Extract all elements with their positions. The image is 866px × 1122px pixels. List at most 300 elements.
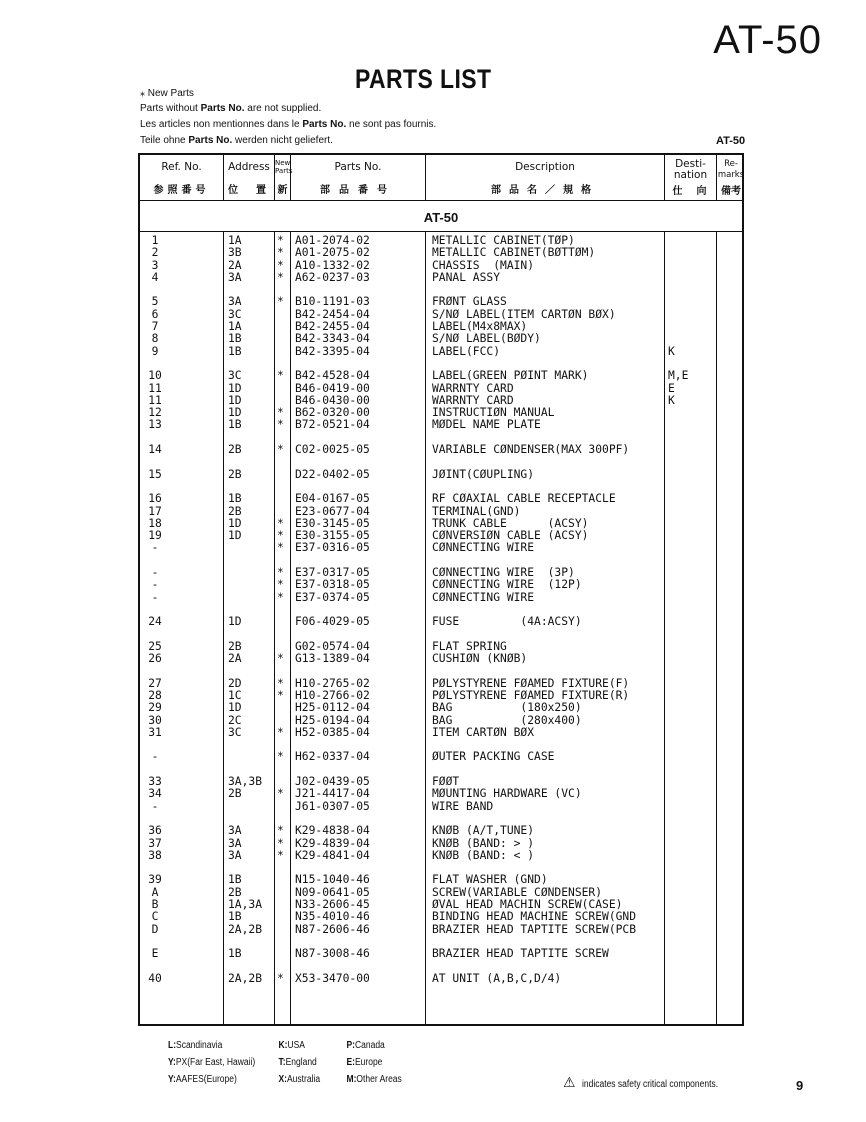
new-part-mark: * bbox=[277, 652, 284, 666]
header-description-jp: 部品名／規格 bbox=[491, 185, 599, 196]
address: 1B bbox=[228, 418, 242, 432]
part-number: H10-2766-02 bbox=[295, 688, 370, 702]
part-number: N33-2606-45 bbox=[295, 898, 370, 912]
description: AT UNIT (A,B,C,D/4) bbox=[432, 971, 562, 985]
ref-no: 17 bbox=[148, 504, 162, 518]
new-part-mark: * bbox=[277, 418, 284, 432]
address: 3A bbox=[228, 848, 242, 862]
part-number: J61-0307-05 bbox=[295, 799, 370, 813]
ref-no: 13 bbox=[148, 418, 162, 432]
address: 2A bbox=[228, 652, 242, 666]
part-number: E30-3145-05 bbox=[295, 516, 370, 530]
part-number: A01-2075-02 bbox=[295, 246, 370, 260]
address: 2D bbox=[228, 676, 242, 690]
ref-no: 34 bbox=[148, 787, 162, 801]
ref-no: 10 bbox=[148, 369, 162, 383]
legend-item bbox=[279, 1057, 317, 1068]
part-number: K29-4839-04 bbox=[295, 836, 370, 850]
address: 2B bbox=[228, 504, 242, 518]
destination: M,E bbox=[668, 369, 689, 383]
table-row bbox=[140, 874, 742, 886]
ref-no: 14 bbox=[148, 443, 162, 457]
part-number: E37-0316-05 bbox=[295, 541, 370, 555]
part-number: X53-3470-00 bbox=[295, 971, 370, 985]
address: 2B bbox=[228, 885, 242, 899]
address: 2A,2B bbox=[228, 922, 263, 936]
part-number: B42-4528-04 bbox=[295, 369, 370, 383]
part-number: B42-3343-04 bbox=[295, 332, 370, 346]
address: 1C bbox=[228, 688, 242, 702]
row-group bbox=[140, 641, 742, 666]
row-group bbox=[140, 948, 742, 960]
description: CØNNECTING WIRE (3P) bbox=[432, 566, 575, 580]
legend-code: E: bbox=[346, 1057, 355, 1068]
new-part-mark: * bbox=[277, 369, 284, 383]
part-number: H52-0385-04 bbox=[295, 725, 370, 739]
new-part-mark: * bbox=[277, 590, 284, 604]
legend-item bbox=[347, 1074, 402, 1085]
description: FLAT WASHER (GND) bbox=[432, 873, 548, 887]
row-group bbox=[140, 296, 742, 357]
table-row bbox=[140, 333, 742, 345]
ref-no: B bbox=[151, 898, 159, 912]
parts-table bbox=[138, 153, 744, 1026]
description: FLAT SPRING bbox=[432, 639, 507, 653]
description: WIRE BAND bbox=[432, 799, 494, 813]
part-number: E37-0318-05 bbox=[295, 578, 370, 592]
address: 1A bbox=[228, 320, 242, 334]
ref-no: 37 bbox=[148, 836, 162, 850]
description: BINDING HEAD MACHINE SCREW(GND bbox=[432, 910, 637, 924]
ref-no: D bbox=[151, 922, 159, 936]
description: MØUNTING HARDWARE (VC) bbox=[432, 787, 582, 801]
row-group bbox=[140, 235, 742, 284]
ref-no: 7 bbox=[151, 320, 159, 334]
ref-no: 27 bbox=[148, 676, 162, 690]
legend-code: P: bbox=[346, 1040, 355, 1051]
description: CØNVERSIØN CABLE (ACSY) bbox=[432, 529, 589, 543]
row-group bbox=[140, 469, 742, 481]
legend-code: Y: bbox=[168, 1074, 176, 1085]
note-text: are not supplied. bbox=[244, 103, 322, 114]
ref-no: 6 bbox=[151, 307, 159, 321]
address: 1D bbox=[228, 406, 242, 420]
legend-item bbox=[279, 1040, 305, 1051]
table-row bbox=[140, 579, 742, 591]
new-part-mark: * bbox=[277, 406, 284, 420]
part-number: J21-4417-04 bbox=[295, 787, 370, 801]
ref-no: - bbox=[151, 799, 159, 813]
legend-item bbox=[347, 1057, 383, 1068]
new-part-mark: * bbox=[277, 443, 284, 457]
legend-code: L: bbox=[168, 1040, 177, 1051]
row-group bbox=[140, 751, 742, 763]
note-english bbox=[140, 103, 321, 114]
description: METALLIC CABINET(BØTTØM) bbox=[432, 246, 596, 260]
new-part-mark: * bbox=[277, 516, 284, 530]
ref-no: - bbox=[151, 541, 159, 555]
description: KNØB (BAND: < ) bbox=[432, 848, 535, 862]
header-parts-no-jp: 部品番号 bbox=[320, 185, 396, 196]
new-part-mark: * bbox=[277, 258, 284, 272]
part-number: J02-0439-05 bbox=[295, 775, 370, 789]
legend-item bbox=[168, 1040, 222, 1051]
part-number: E37-0317-05 bbox=[295, 566, 370, 580]
description: FØØT bbox=[432, 775, 460, 789]
part-number: E37-0374-05 bbox=[295, 590, 370, 604]
ref-no: C bbox=[151, 910, 159, 924]
ref-no: - bbox=[151, 578, 159, 592]
description: ØUTER PACKING CASE bbox=[432, 750, 555, 764]
part-number: B10-1191-03 bbox=[295, 295, 370, 309]
description: INSTRUCTIØN MANUAL bbox=[432, 406, 555, 420]
row-group bbox=[140, 616, 742, 628]
part-number: B42-2454-04 bbox=[295, 307, 370, 321]
part-number: A62-0237-03 bbox=[295, 270, 370, 284]
address: 1D bbox=[228, 516, 242, 530]
destination: K bbox=[668, 393, 675, 407]
part-number: B46-0419-00 bbox=[295, 381, 370, 395]
description: FRØNT GLASS bbox=[432, 295, 507, 309]
address: 1B bbox=[228, 332, 242, 346]
legend-code: T: bbox=[278, 1057, 286, 1068]
new-part-mark: * bbox=[277, 688, 284, 702]
address: 3A bbox=[228, 295, 242, 309]
description: METALLIC CABINET(TØP) bbox=[432, 234, 575, 247]
header-address-jp: 位 置 bbox=[228, 185, 270, 196]
address: 3A bbox=[228, 270, 242, 284]
address: 1D bbox=[228, 529, 242, 543]
part-number: N09-0641-05 bbox=[295, 885, 370, 899]
address: 1B bbox=[228, 492, 242, 506]
note-text: ne sont pas fournis. bbox=[346, 119, 437, 130]
ref-no: 29 bbox=[148, 701, 162, 715]
table-row bbox=[140, 911, 742, 923]
ref-no: 8 bbox=[151, 332, 159, 346]
legend-code: Y: bbox=[168, 1057, 176, 1068]
legend-code: M: bbox=[346, 1074, 357, 1085]
table-row bbox=[140, 702, 742, 714]
address: 1B bbox=[228, 947, 242, 961]
ref-no: E bbox=[151, 947, 159, 961]
table-row bbox=[140, 616, 742, 628]
description: TRUNK CABLE (ACSY) bbox=[432, 516, 589, 530]
ref-no: 31 bbox=[148, 725, 162, 739]
part-number: B42-3395-04 bbox=[295, 344, 370, 358]
ref-no: 38 bbox=[148, 848, 162, 862]
description: WARRNTY CARD bbox=[432, 393, 514, 407]
header-destination: Desti- nation bbox=[673, 158, 708, 181]
ref-no: 3 bbox=[151, 258, 159, 272]
table-row bbox=[140, 850, 742, 862]
address: 1A bbox=[228, 234, 242, 247]
address: 3A bbox=[228, 836, 242, 850]
description: CHASSIS (MAIN) bbox=[432, 258, 535, 272]
new-part-mark: * bbox=[277, 566, 284, 580]
table-row bbox=[140, 346, 742, 358]
description: KNØB (BAND: > ) bbox=[432, 836, 535, 850]
part-number: H10-2765-02 bbox=[295, 676, 370, 690]
table-row bbox=[140, 383, 742, 395]
part-number: E30-3155-05 bbox=[295, 529, 370, 543]
legend-name: England bbox=[285, 1057, 317, 1068]
new-part-mark: * bbox=[277, 725, 284, 739]
description: KNØB (A/T,TUNE) bbox=[432, 824, 535, 838]
address: 1B bbox=[228, 344, 242, 358]
legend-name: Australia bbox=[287, 1074, 321, 1085]
ref-no: 18 bbox=[148, 516, 162, 530]
header-ref: Ref. No. bbox=[161, 161, 202, 173]
part-number: K29-4841-04 bbox=[295, 848, 370, 862]
legend-name: Canada bbox=[355, 1040, 385, 1051]
description: BAG (280x400) bbox=[432, 713, 582, 727]
description: LABEL(FCC) bbox=[432, 344, 501, 358]
part-number: N87-2606-46 bbox=[295, 922, 370, 936]
table-row bbox=[140, 825, 742, 837]
new-part-mark: * bbox=[277, 234, 284, 247]
note-german bbox=[140, 135, 333, 146]
address: 1A,3A bbox=[228, 898, 263, 912]
new-part-mark: * bbox=[277, 787, 284, 801]
description: CØNNECTING WIRE bbox=[432, 590, 535, 604]
legend-name: Europe bbox=[355, 1057, 383, 1068]
legend-item bbox=[168, 1074, 237, 1085]
part-number: N87-3008-46 bbox=[295, 947, 370, 961]
table-row bbox=[140, 247, 742, 259]
table-row bbox=[140, 924, 742, 936]
model-heading: AT-50 bbox=[713, 18, 822, 62]
table-row bbox=[140, 948, 742, 960]
legend-code: X: bbox=[278, 1074, 287, 1085]
note-bold: Parts No. bbox=[188, 135, 233, 146]
part-number: B62-0320-00 bbox=[295, 406, 370, 420]
new-part-mark: * bbox=[277, 541, 284, 555]
ref-no: 26 bbox=[148, 652, 162, 666]
part-number: H62-0337-04 bbox=[295, 750, 370, 764]
address: 2B bbox=[228, 639, 242, 653]
new-part-mark: * bbox=[277, 750, 284, 764]
new-part-mark: * bbox=[277, 836, 284, 850]
note-bold: Parts No. bbox=[200, 103, 245, 114]
part-number: E23-0677-04 bbox=[295, 504, 370, 518]
header-address: Address bbox=[228, 161, 270, 173]
address: 1D bbox=[228, 701, 242, 715]
part-number: B72-0521-04 bbox=[295, 418, 370, 432]
legend-name: Other Areas bbox=[356, 1074, 402, 1085]
ref-no: 12 bbox=[148, 406, 162, 420]
table-row bbox=[140, 370, 742, 382]
part-number: B42-2455-04 bbox=[295, 320, 370, 334]
table-row bbox=[140, 727, 742, 739]
ref-no: 5 bbox=[151, 295, 159, 309]
row-group bbox=[140, 678, 742, 739]
part-number: A01-2074-02 bbox=[295, 234, 370, 247]
model-label: AT-50 bbox=[716, 135, 746, 147]
warning-triangle-icon: ⚠ bbox=[563, 1074, 576, 1090]
table-row bbox=[140, 801, 742, 813]
part-number: H25-0112-04 bbox=[295, 701, 370, 715]
table-row bbox=[140, 444, 742, 456]
note-text: Teile ohne bbox=[140, 135, 189, 146]
description: PANAL ASSY bbox=[432, 270, 501, 284]
header-ref-jp: 参照番号 bbox=[153, 185, 210, 196]
destination: E bbox=[668, 381, 675, 395]
description: PØLYSTYRENE FØAMED FIXTURE(F) bbox=[432, 676, 630, 690]
row-group bbox=[140, 776, 742, 813]
table-row bbox=[140, 542, 742, 554]
legend-name: PX(Far East, Hawaii) bbox=[175, 1057, 256, 1068]
legend-item bbox=[279, 1074, 321, 1085]
table-row bbox=[140, 838, 742, 850]
description: FUSE (4A:ACSY) bbox=[432, 615, 582, 629]
ref-no: 28 bbox=[148, 688, 162, 702]
ref-no: A bbox=[151, 885, 159, 899]
part-number: G13-1389-04 bbox=[295, 652, 370, 666]
note-text: Les articles non mentionnes dans le bbox=[140, 119, 303, 130]
table-row bbox=[140, 419, 742, 431]
part-number: F06-4029-05 bbox=[295, 615, 370, 629]
row-group bbox=[140, 493, 742, 554]
ref-no: - bbox=[151, 566, 159, 580]
description: LABEL(M4x8MAX) bbox=[432, 320, 528, 334]
address: 1D bbox=[228, 393, 242, 407]
part-number: G02-0574-04 bbox=[295, 639, 370, 653]
parts-table-body bbox=[140, 235, 742, 997]
part-number: K29-4838-04 bbox=[295, 824, 370, 838]
ref-no: 2 bbox=[151, 246, 159, 260]
legend-name: Scandinavia bbox=[176, 1040, 223, 1051]
address: 1B bbox=[228, 910, 242, 924]
description: MØDEL NAME PLATE bbox=[432, 418, 541, 432]
address: 1D bbox=[228, 381, 242, 395]
safety-text: indicates safety critical components. bbox=[581, 1079, 718, 1090]
table-row bbox=[140, 296, 742, 308]
address: 2A,2B bbox=[228, 971, 263, 985]
description: BAG (180x250) bbox=[432, 701, 582, 715]
address: 2B bbox=[228, 443, 242, 457]
note-text: Parts without bbox=[140, 103, 201, 114]
description: ØVAL HEAD MACHIN SCREW(CASE) bbox=[432, 898, 623, 912]
part-number: N15-1040-46 bbox=[295, 873, 370, 887]
section-title: AT-50 bbox=[423, 210, 459, 225]
description: CUSHIØN (KNØB) bbox=[432, 652, 528, 666]
description: CØNNECTING WIRE (12P) bbox=[432, 578, 582, 592]
legend-item bbox=[168, 1057, 255, 1068]
part-number: A10-1332-02 bbox=[295, 258, 370, 272]
table-row bbox=[140, 653, 742, 665]
header-remarks: Re- marks bbox=[717, 159, 745, 180]
new-part-mark: * bbox=[277, 848, 284, 862]
new-part-mark: * bbox=[277, 529, 284, 543]
part-number: B46-0430-00 bbox=[295, 393, 370, 407]
new-part-mark: * bbox=[277, 270, 284, 284]
new-part-mark: * bbox=[277, 824, 284, 838]
header-description: Description bbox=[515, 161, 575, 173]
header-new-parts-jp: 新 bbox=[277, 185, 288, 196]
table-row bbox=[140, 506, 742, 518]
description: SCREW(VARIABLE CØNDENSER) bbox=[432, 885, 603, 899]
ref-no: 15 bbox=[148, 467, 162, 481]
address: 2C bbox=[228, 713, 242, 727]
ref-no: 39 bbox=[148, 873, 162, 887]
note-french bbox=[140, 119, 436, 130]
description: ITEM CARTØN BØX bbox=[432, 725, 535, 739]
table-row bbox=[140, 751, 742, 763]
note-bold: Parts No. bbox=[302, 119, 347, 130]
legend-name: USA bbox=[287, 1040, 305, 1051]
safety-note bbox=[563, 1074, 742, 1091]
description: S/NØ LABEL(BØDY) bbox=[432, 332, 541, 346]
table-row bbox=[140, 788, 742, 800]
ref-no: 40 bbox=[148, 971, 162, 985]
address: 1B bbox=[228, 873, 242, 887]
ref-no: 33 bbox=[148, 775, 162, 789]
new-part-mark: * bbox=[277, 676, 284, 690]
ref-no: 25 bbox=[148, 639, 162, 653]
description: BRAZIER HEAD TAPTITE SCREW(PCB bbox=[432, 922, 637, 936]
description: LABEL(GREEN PØINT MARK) bbox=[432, 369, 589, 383]
part-number: H25-0194-04 bbox=[295, 713, 370, 727]
description: TERMINAL(GND) bbox=[432, 504, 521, 518]
description: VARIABLE CØNDENSER(MAX 300PF) bbox=[432, 443, 630, 457]
address: 3B bbox=[228, 246, 242, 260]
header-destination-jp: 仕 向 bbox=[672, 186, 709, 197]
row-group bbox=[140, 825, 742, 862]
legend-item bbox=[347, 1040, 385, 1051]
page-title: PARTS LIST bbox=[355, 64, 492, 94]
ref-no: - bbox=[151, 590, 159, 604]
ref-no: 19 bbox=[148, 529, 162, 543]
table-row bbox=[140, 973, 742, 985]
table-row bbox=[140, 469, 742, 481]
description: S/NØ LABEL(ITEM CARTØN BØX) bbox=[432, 307, 616, 321]
row-group bbox=[140, 973, 742, 985]
ref-no: - bbox=[151, 750, 159, 764]
address: 3C bbox=[228, 307, 242, 321]
part-number: C02-0025-05 bbox=[295, 443, 370, 457]
ref-no: 24 bbox=[148, 615, 162, 629]
address: 3C bbox=[228, 369, 242, 383]
address: 2A bbox=[228, 258, 242, 272]
ref-no: 16 bbox=[148, 492, 162, 506]
address: 3A bbox=[228, 824, 242, 838]
address: 1D bbox=[228, 615, 242, 629]
ref-no: 11 bbox=[148, 381, 162, 395]
new-part-mark: * bbox=[277, 971, 284, 985]
description: BRAZIER HEAD TAPTITE SCREW bbox=[432, 947, 609, 961]
description: JØINT(CØUPLING) bbox=[432, 467, 535, 481]
header-remarks-jp: 備考 bbox=[721, 186, 741, 197]
address: 3C bbox=[228, 725, 242, 739]
row-group bbox=[140, 567, 742, 604]
description: PØLYSTYRENE FØAMED FIXTURE(R) bbox=[432, 688, 630, 702]
description: RF CØAXIAL CABLE RECEPTACLE bbox=[432, 492, 616, 506]
new-part-mark: * bbox=[277, 295, 284, 309]
new-part-mark: * bbox=[277, 246, 284, 260]
ref-no: 1 bbox=[151, 234, 159, 247]
header-parts-no: Parts No. bbox=[334, 161, 382, 173]
note-text: werden nicht geliefert. bbox=[232, 135, 333, 146]
new-parts-note: ⁎ New Parts bbox=[140, 88, 194, 99]
destination: K bbox=[668, 344, 675, 358]
legend-name: AAFES(Europe) bbox=[175, 1074, 237, 1085]
header-new-parts: New Parts bbox=[275, 159, 293, 175]
ref-no: 30 bbox=[148, 713, 162, 727]
table-row bbox=[140, 493, 742, 505]
description: WARRNTY CARD bbox=[432, 381, 514, 395]
ref-no: 11 bbox=[148, 393, 162, 407]
description: CØNNECTING WIRE bbox=[432, 541, 535, 555]
